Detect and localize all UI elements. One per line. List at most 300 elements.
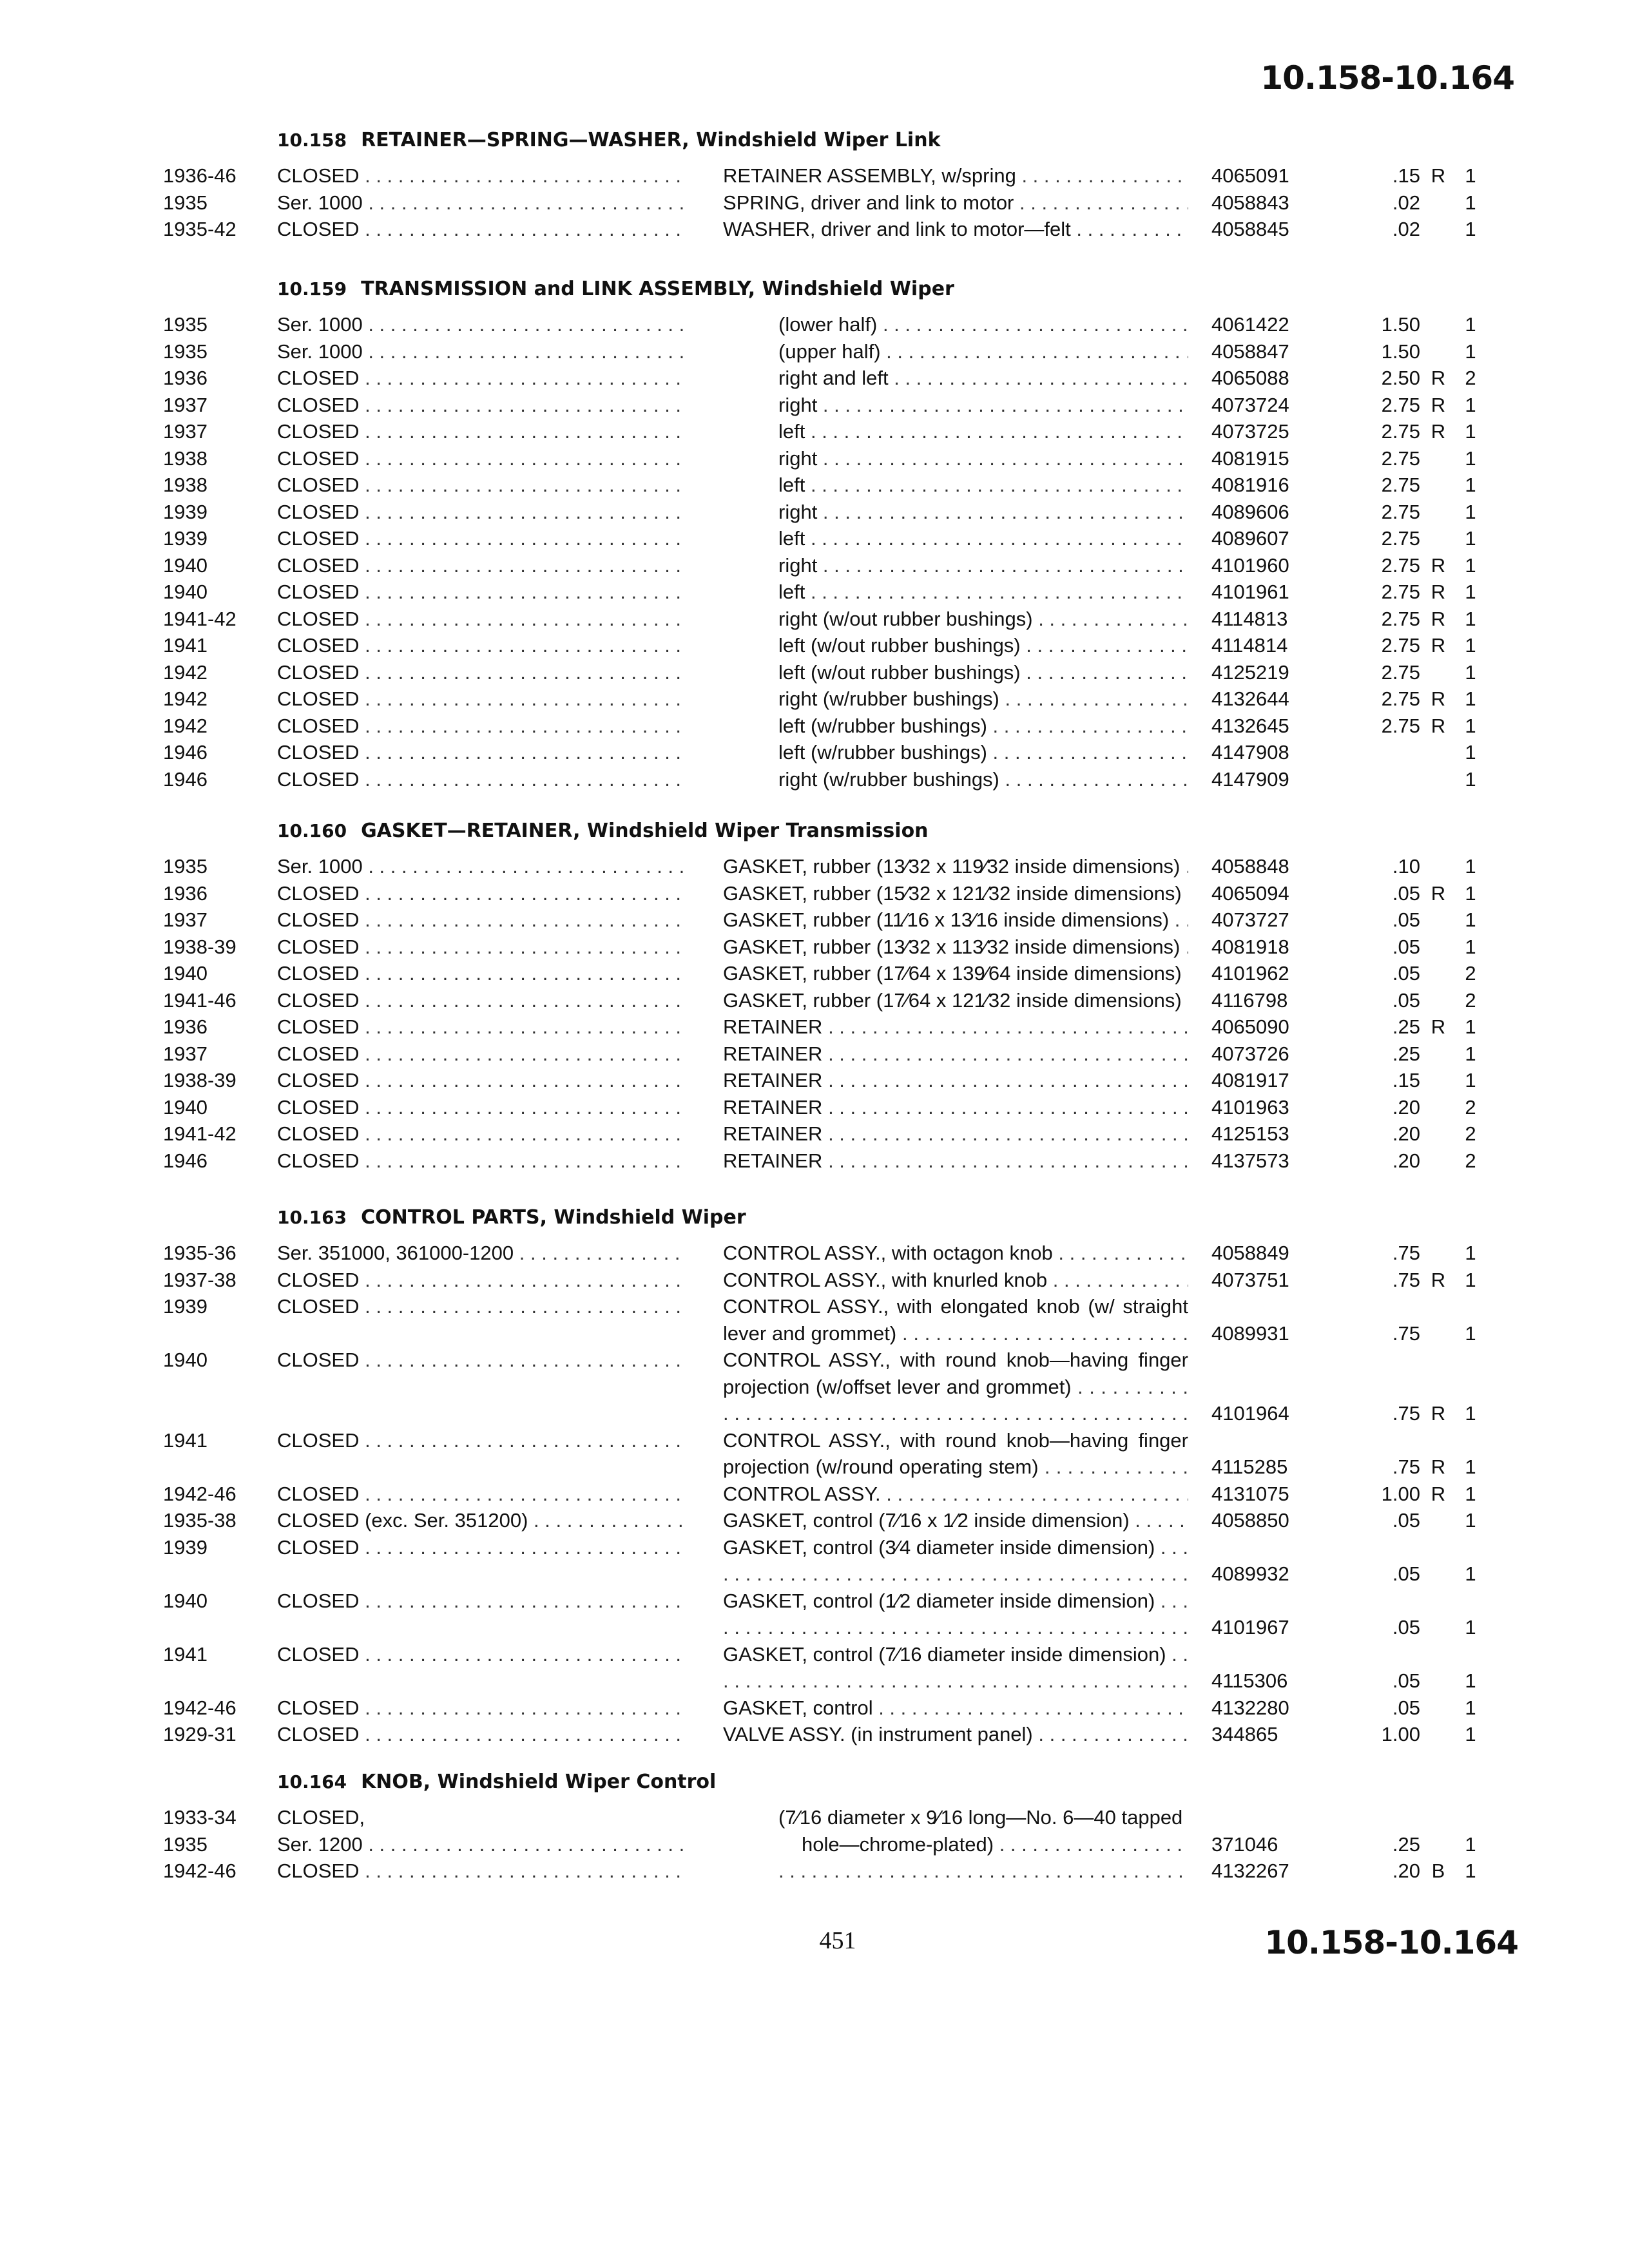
part-description-cell (723, 1267, 1188, 1294)
list-price: 1.00 (1381, 1723, 1420, 1745)
body-type: CLOSED (277, 367, 360, 389)
quantity: 1 (1465, 1669, 1476, 1692)
part-description-cell (778, 418, 1188, 445)
table-row (0, 392, 1629, 419)
leader-dots (987, 741, 1188, 764)
part-description-cell (723, 1240, 1188, 1267)
leader-dots (359, 1149, 683, 1172)
body-type: CLOSED (277, 500, 360, 523)
leader-dots (999, 687, 1188, 710)
section-number: 10.158 (277, 130, 347, 151)
body-type-cell (277, 472, 683, 499)
leader-dots (359, 1643, 683, 1666)
table-row (0, 162, 1629, 189)
model-year: 1936 (163, 881, 207, 905)
part-description: left (w/rubber bushings) (778, 714, 987, 737)
part-description: left (778, 527, 805, 550)
part-description: left (778, 474, 805, 496)
table-row (0, 579, 1629, 606)
part-description-cell (723, 1148, 1188, 1175)
body-type: CLOSED (277, 1349, 360, 1371)
body-type: CLOSED (277, 1095, 360, 1119)
price-code: R (1431, 367, 1446, 389)
body-type: CLOSED (277, 607, 360, 630)
body-type-cell (277, 1831, 683, 1858)
part-description-cell (778, 713, 1188, 740)
part-description: right (778, 393, 818, 416)
leader-dots (359, 1536, 683, 1559)
part-description-cell (723, 1641, 1188, 1695)
quantity: 1 (1465, 714, 1476, 737)
part-number: 4101964 (1211, 1402, 1289, 1425)
price-code: R (1431, 1456, 1446, 1478)
model-year: 1941-42 (163, 607, 236, 630)
body-type: CLOSED (277, 1295, 360, 1318)
part-description: RETAINER (723, 1095, 823, 1119)
part-description-cell (778, 659, 1188, 686)
part-description: RETAINER (723, 1069, 823, 1091)
part-description-cell (778, 552, 1188, 579)
body-type: CLOSED (277, 1149, 360, 1172)
model-year: 1937 (163, 1042, 207, 1065)
leader-dots (359, 394, 683, 416)
part-number: 4065094 (1211, 881, 1289, 905)
model-year: 1941-42 (163, 1122, 236, 1145)
price-code: R (1431, 607, 1446, 630)
quantity: 1 (1465, 500, 1476, 523)
quantity: 1 (1465, 474, 1476, 496)
leader-dots (881, 1483, 1188, 1505)
leader-dots (805, 581, 1188, 603)
leader-dots (994, 1833, 1188, 1856)
model-year: 1942-46 (163, 1482, 236, 1505)
leader-dots (359, 687, 683, 710)
part-number: 4073726 (1211, 1042, 1289, 1065)
leader-dots (359, 527, 683, 550)
leader-dots (817, 394, 1188, 416)
model-year: 1946 (163, 1149, 207, 1172)
list-price: .05 (1392, 962, 1420, 985)
model-year: 1946 (163, 741, 207, 764)
quantity: 1 (1465, 687, 1476, 710)
model-year: 1942 (163, 714, 207, 737)
leader-dots (363, 1833, 683, 1856)
part-number: 4061422 (1211, 313, 1289, 336)
section-title: CONTROL PARTS, Windshield Wiper (361, 1206, 746, 1229)
quantity: 1 (1465, 1616, 1476, 1639)
part-description-cell (723, 1041, 1188, 1068)
body-type-cell (277, 1067, 683, 1094)
quantity: 1 (1465, 1562, 1476, 1585)
body-type: CLOSED (277, 420, 360, 443)
list-price: 2.50 (1381, 367, 1420, 389)
leader-dots (1014, 191, 1188, 214)
leader-dots (359, 1069, 683, 1091)
model-year: 1935 (163, 313, 207, 336)
model-year: 1942-46 (163, 1696, 236, 1719)
part-description-cell (778, 766, 1188, 793)
table-row (0, 1148, 1629, 1175)
body-type: CLOSED, (277, 1806, 365, 1829)
quantity: 1 (1465, 741, 1476, 764)
part-number: 4115285 (1211, 1456, 1288, 1478)
leader-dots (359, 474, 683, 496)
list-price: 2.75 (1381, 687, 1420, 710)
part-description-cell (778, 365, 1188, 392)
list-price: .05 (1392, 1616, 1420, 1639)
list-price: .02 (1392, 191, 1420, 214)
body-type: CLOSED (277, 1723, 360, 1745)
part-description-cell (723, 1014, 1188, 1041)
part-description: right (w/out rubber bushings) (778, 607, 1033, 630)
body-type-cell (277, 1293, 683, 1320)
section-title: GASKET—RETAINER, Windshield Wiper Transmission (361, 820, 929, 842)
body-type: CLOSED (277, 1482, 360, 1505)
body-type: CLOSED (277, 393, 360, 416)
quantity: 1 (1465, 527, 1476, 550)
quantity: 1 (1465, 1069, 1476, 1091)
leader-dots (805, 527, 1188, 550)
body-type-cell (277, 1481, 683, 1508)
part-description-cell (723, 216, 1188, 243)
part-number: 4101961 (1211, 581, 1289, 603)
quantity: 1 (1465, 660, 1476, 684)
leader-dots (881, 340, 1188, 363)
leader-dots (805, 474, 1188, 496)
leader-dots (805, 420, 1188, 443)
part-description-cell (723, 1534, 1188, 1588)
table-row (0, 1120, 1629, 1148)
body-type-cell (277, 880, 683, 907)
leader-dots (822, 1069, 1188, 1091)
body-type: CLOSED (277, 634, 360, 657)
body-type-cell (277, 1695, 683, 1722)
quantity: 1 (1465, 1696, 1476, 1719)
table-row (0, 338, 1629, 365)
list-price: 2.75 (1381, 607, 1420, 630)
list-price: .75 (1392, 1268, 1420, 1291)
section-heading (277, 817, 929, 845)
body-type-cell (277, 1014, 683, 1041)
list-price: 2.75 (1381, 527, 1420, 550)
table-row (0, 1721, 1629, 1748)
part-description: (upper half) (778, 340, 881, 363)
quantity: 1 (1465, 1268, 1476, 1291)
table-row (0, 686, 1629, 713)
leader-dots (359, 1429, 683, 1452)
part-description-cell (723, 1588, 1188, 1641)
price-code: R (1431, 714, 1446, 737)
section-heading (277, 126, 941, 155)
part-description-cell (723, 1481, 1188, 1508)
leader-dots (1169, 908, 1188, 931)
list-price: .25 (1392, 1042, 1420, 1065)
part-description-cell (802, 1831, 1188, 1858)
leader-dots (817, 501, 1188, 523)
list-price: .05 (1392, 1696, 1420, 1719)
body-type-cell (277, 1041, 683, 1068)
part-description-cell (723, 1293, 1188, 1347)
table-row (0, 1831, 1629, 1858)
part-number: 4125153 (1211, 1122, 1289, 1145)
price-code: R (1431, 581, 1446, 603)
list-price: .05 (1392, 908, 1420, 931)
list-price: .75 (1392, 1402, 1420, 1425)
list-price: 2.75 (1381, 660, 1420, 684)
leader-dots (363, 340, 683, 363)
quantity: 1 (1465, 634, 1476, 657)
body-type: CLOSED (277, 1696, 360, 1719)
body-type: CLOSED (exc. Ser. 351200) (277, 1509, 528, 1532)
body-type: CLOSED (277, 1268, 360, 1291)
part-description: (lower half) (778, 313, 878, 336)
body-type: CLOSED (277, 474, 360, 496)
model-year: 1935-38 (163, 1509, 236, 1532)
part-description-cell (723, 1721, 1188, 1748)
quantity: 1 (1465, 1456, 1476, 1478)
part-number: 4073724 (1211, 393, 1289, 416)
body-type: Ser. 1000 (277, 855, 363, 878)
part-description-cell (778, 525, 1188, 552)
leader-dots (1180, 936, 1188, 958)
leader-dots (363, 313, 683, 336)
model-year: 1942-46 (163, 1860, 236, 1882)
list-price: .05 (1392, 1669, 1420, 1692)
leader-dots (1053, 1242, 1188, 1264)
quantity: 2 (1465, 1095, 1476, 1119)
body-type: CLOSED (277, 1015, 360, 1038)
leader-dots (1033, 608, 1188, 630)
leader-dots (359, 420, 683, 443)
part-number: 4147908 (1211, 741, 1289, 764)
quantity: 1 (1465, 1242, 1476, 1264)
section-title: TRANSMISSION and LINK ASSEMBLY, Windshield Wiper (361, 278, 954, 300)
model-year: 1935 (163, 855, 207, 878)
part-description: RETAINER (723, 1122, 823, 1145)
leader-dots (359, 936, 683, 958)
part-description: CONTROL ASSY., with round knob—having finger projection (w/offset lever and grommet) (723, 1349, 1188, 1398)
table-row (0, 311, 1629, 338)
price-code: R (1431, 634, 1446, 657)
part-description-cell (778, 579, 1188, 606)
table-row (0, 1014, 1629, 1041)
body-type-cell (277, 659, 683, 686)
body-type-cell (277, 1427, 683, 1454)
part-description: SPRING, driver and link to motor (723, 191, 1014, 214)
list-price: .20 (1392, 1095, 1420, 1119)
leader-dots (359, 1269, 683, 1291)
part-description-cell (723, 987, 1188, 1014)
model-year: 1940 (163, 1349, 207, 1371)
quantity: 1 (1465, 1860, 1476, 1882)
body-type: CLOSED (277, 553, 360, 577)
list-price: .05 (1392, 1562, 1420, 1585)
model-year: 1938-39 (163, 935, 236, 958)
part-description: CONTROL ASSY., with octagon knob (723, 1242, 1053, 1264)
body-type: CLOSED (277, 1428, 360, 1452)
quantity: 1 (1465, 908, 1476, 931)
quantity: 1 (1465, 1832, 1476, 1856)
model-year: 1937 (163, 908, 207, 931)
section-title: RETAINER—SPRING—WASHER, Windshield Wiper Link (361, 129, 941, 151)
model-year: 1942 (163, 687, 207, 710)
model-year: 1941 (163, 634, 207, 657)
part-description-cell (778, 445, 1188, 472)
table-row (0, 189, 1629, 216)
quantity: 1 (1465, 1402, 1476, 1425)
list-price: 2.75 (1381, 634, 1420, 657)
part-number: 4114813 (1211, 607, 1288, 630)
body-type-cell (277, 1534, 683, 1561)
body-type-cell (277, 365, 683, 392)
table-row (0, 1041, 1629, 1068)
part-description-cell (778, 606, 1188, 633)
leader-dots (822, 1096, 1188, 1119)
model-year: 1936 (163, 367, 207, 389)
leader-dots (877, 313, 1188, 336)
part-description: left (w/out rubber bushings) (778, 634, 1021, 657)
leader-dots (1047, 1269, 1188, 1291)
table-row (0, 1858, 1629, 1885)
part-number: 4089606 (1211, 500, 1289, 523)
body-type: CLOSED (277, 218, 360, 240)
quantity: 2 (1465, 1149, 1476, 1172)
part-description: GASKET, control (1⁄2 diameter inside dimension) (723, 1589, 1155, 1612)
model-year: 1929-31 (163, 1723, 236, 1745)
part-number: 4125219 (1211, 660, 1289, 684)
leader-dots (359, 1723, 683, 1745)
part-description: GASKET, control (3⁄4 diameter inside dimension) (723, 1535, 1155, 1559)
body-type-cell (277, 739, 683, 766)
part-description: RETAINER (723, 1149, 823, 1172)
quantity: 1 (1465, 191, 1476, 214)
part-description-cell (723, 853, 1188, 880)
model-year: 1935 (163, 340, 207, 363)
part-description: GASKET, rubber (15⁄32 x 121⁄32 inside dimensions) (723, 881, 1182, 905)
quantity: 2 (1465, 1122, 1476, 1145)
table-row (0, 1534, 1629, 1588)
body-type: CLOSED (277, 1069, 360, 1091)
quantity: 2 (1465, 367, 1476, 389)
leader-dots (359, 1015, 683, 1038)
table-row (0, 216, 1629, 243)
list-price: .05 (1392, 881, 1420, 905)
part-description: right (778, 500, 818, 523)
part-description: hole—chrome-plated) (802, 1832, 994, 1856)
model-year: 1941 (163, 1428, 207, 1452)
leader-dots (359, 1860, 683, 1882)
leader-dots (359, 715, 683, 737)
body-type-cell (277, 392, 683, 419)
leader-dots (528, 1509, 683, 1532)
table-row (0, 713, 1629, 740)
section-number: 10.160 (277, 820, 347, 841)
body-type-cell (277, 853, 683, 880)
leader-dots (359, 218, 683, 240)
list-price: 1.00 (1381, 1482, 1420, 1505)
model-year: 1937 (163, 393, 207, 416)
part-description: CONTROL ASSY. (723, 1482, 881, 1505)
table-row (0, 960, 1629, 987)
body-type: CLOSED (277, 741, 360, 764)
body-type-cell (277, 934, 683, 961)
model-year: 1935-42 (163, 218, 236, 240)
table-row (0, 499, 1629, 526)
table-row (0, 1695, 1629, 1722)
table-row (0, 445, 1629, 472)
body-type-cell (277, 338, 683, 365)
body-type-cell (277, 987, 683, 1014)
model-year: 1940 (163, 962, 207, 985)
model-year: 1933-34 (163, 1806, 236, 1829)
table-row (0, 907, 1629, 934)
section-title: KNOB, Windshield Wiper Control (361, 1771, 717, 1793)
part-description: right (778, 553, 818, 577)
quantity: 1 (1465, 218, 1476, 240)
quantity: 1 (1465, 1042, 1476, 1065)
part-description: GASKET, control (7⁄16 diameter inside dimension) (723, 1642, 1166, 1666)
part-number: 4101963 (1211, 1095, 1289, 1119)
model-year: 1939 (163, 1295, 207, 1318)
part-description-cell (723, 907, 1188, 934)
model-year: 1939 (163, 500, 207, 523)
model-year: 1942 (163, 660, 207, 684)
part-description: left (778, 581, 805, 603)
part-description-cell (723, 1347, 1188, 1427)
body-type-cell (277, 766, 683, 793)
body-type-cell (277, 960, 683, 987)
part-number: 4065090 (1211, 1015, 1289, 1038)
leader-dots (359, 1483, 683, 1505)
quantity: 1 (1465, 935, 1476, 958)
body-type-cell (277, 1148, 683, 1175)
leader-dots (1021, 661, 1188, 684)
part-number: 4115306 (1211, 1669, 1288, 1692)
leader-dots (359, 1295, 683, 1318)
list-price: 2.75 (1381, 420, 1420, 443)
part-description-cell (778, 311, 1188, 338)
list-price: .25 (1392, 1832, 1420, 1856)
model-year: 1937 (163, 420, 207, 443)
body-type-cell (277, 445, 683, 472)
body-type: CLOSED (277, 935, 360, 958)
part-description: (7⁄16 diameter x 9⁄16 long—No. 6—40 tapped (778, 1806, 1183, 1829)
list-price: 2.75 (1381, 474, 1420, 496)
part-number: 4081918 (1211, 935, 1289, 958)
page-header-reference: 10.158-10.164 (1260, 59, 1514, 97)
model-year: 1937-38 (163, 1268, 236, 1291)
model-year: 1938 (163, 474, 207, 496)
model-year: 1940 (163, 553, 207, 577)
price-code: R (1431, 881, 1446, 905)
table-row (0, 1427, 1629, 1481)
body-type: CLOSED (277, 908, 360, 931)
leader-dots (1021, 634, 1188, 657)
list-price: .05 (1392, 1509, 1420, 1532)
table-row (0, 1481, 1629, 1508)
body-type-cell (277, 1267, 683, 1294)
leader-dots (359, 1122, 683, 1145)
part-description-cell (723, 880, 1188, 907)
body-type-cell (277, 907, 683, 934)
part-number: 4073725 (1211, 420, 1289, 443)
body-type: CLOSED (277, 988, 360, 1012)
leader-dots (514, 1242, 683, 1264)
quantity: 2 (1465, 988, 1476, 1012)
quantity: 1 (1465, 447, 1476, 470)
part-number: 4073727 (1211, 908, 1289, 931)
body-type-cell (277, 1240, 683, 1267)
